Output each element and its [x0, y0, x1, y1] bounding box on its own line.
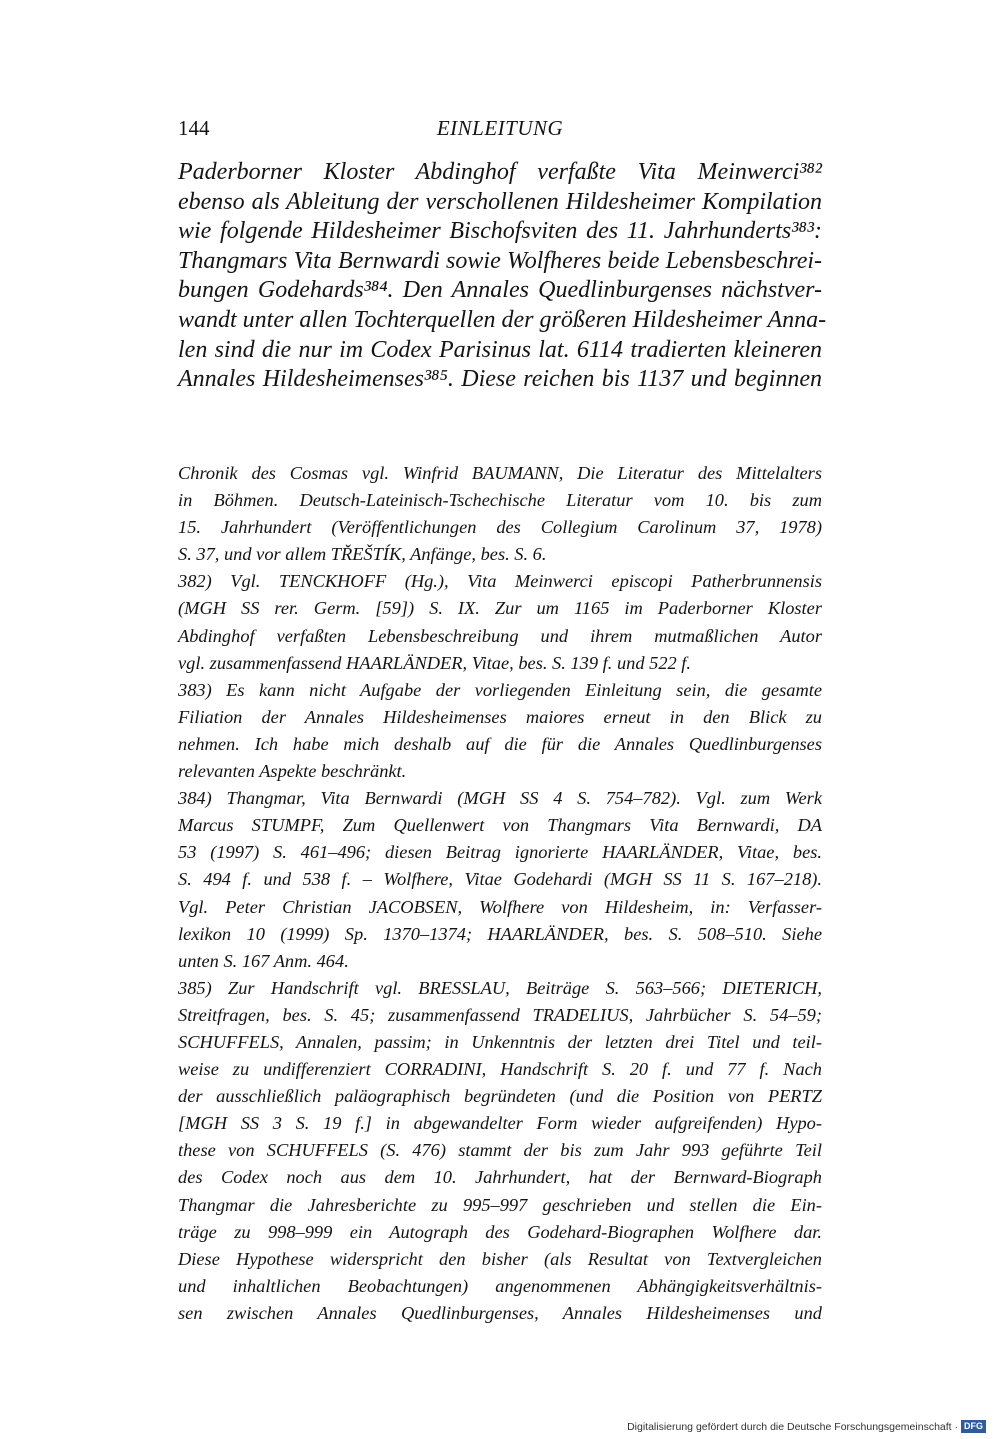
- footnote-line: träge zu 998–999 ein Autograph des Godehard-Biographen Wolfhere dar.: [178, 1221, 822, 1242]
- running-title: EINLEITUNG: [436, 116, 564, 140]
- footnote-line: in Böhmen. Deutsch-Lateinisch-Tschechische Literatur vom 10. bis zum: [178, 490, 822, 511]
- footnote-line: Diese Hypothese widerspricht den bisher (als Resultat von Textvergleichen: [178, 1248, 822, 1269]
- footnote-382-line: 382) Vgl. TENCKHOFF (Hg.), Vita Meinwerci episcopi Patherbrunnensis: [178, 571, 822, 592]
- footnote-line: nehmen. Ich habe mich deshalb auf die für die Annales Quedlinburgenses: [178, 733, 822, 754]
- footnotes-block: [178, 460, 822, 1327]
- footnote-line: SCHUFFELS, Annalen, passim; in Unkenntnis der letzten drei Titel und teil-: [178, 1031, 822, 1052]
- main-text-line: wie folgende Hildesheimer Bischofsviten des 11. Jahrhunderts³⁸³:: [178, 218, 822, 245]
- main-text-line: wandt unter allen Tochterquellen der größeren Hildesheimer Anna-: [178, 306, 827, 333]
- footnote-line: Vgl. Peter Christian JACOBSEN, Wolfhere von Hildesheim, in: Verfasser-: [178, 896, 822, 917]
- footnote-line: vgl. zusammenfassend HAARLÄNDER, Vitae, bes. S. 139 f. und 522 f.: [178, 652, 692, 673]
- footnote-line: lexikon 10 (1999) Sp. 1370–1374; HAARLÄNDER, bes. S. 508–510. Siehe: [178, 923, 822, 944]
- footnote-line: [MGH SS 3 S. 19 f.] in abgewandelter Form wieder aufgreifenden) Hypo-: [178, 1113, 822, 1134]
- main-text-line: ebenso als Ableitung der verschollenen Hildesheimer Kompilation: [178, 188, 822, 215]
- main-text-line: Thangmars Vita Bernwardi sowie Wolfheres beide Lebensbeschrei-: [178, 247, 822, 274]
- footnote-384-line: 384) Thangmar, Vita Bernwardi (MGH SS 4 S. 754–782). Vgl. zum Werk: [178, 788, 822, 809]
- digitization-credit: [627, 1420, 986, 1433]
- footnote-line: these von SCHUFFELS (S. 476) stammt der bis zum Jahr 993 geführte Teil: [178, 1140, 822, 1161]
- main-text-line: Paderborner Kloster Abdinghof verfaßte Vita Meinwerci³⁸²: [178, 159, 822, 185]
- dfg-logo: DFG: [961, 1420, 986, 1433]
- main-text-line: bungen Godehards³⁸⁴. Den Annales Quedlinburgenses nächstver-: [178, 277, 822, 304]
- footnote-line: S. 494 f. und 538 f. – Wolfhere, Vitae Godehardi (MGH SS 11 S. 167–218).: [178, 869, 822, 890]
- footnote-line: 53 (1997) S. 461–496; diesen Beitrag ignorierte HAARLÄNDER, Vitae, bes.: [178, 842, 822, 863]
- footnote-line: Marcus STUMPF, Zum Quellenwert von Thangmars Vita Bernwardi, DA: [178, 815, 822, 836]
- footnote-383-line: 383) Es kann nicht Aufgabe der vorliegenden Einleitung sein, die gesamte: [178, 679, 822, 700]
- main-text-line: len sind die nur im Codex Parisinus lat. 6114 tradierten kleineren: [178, 336, 822, 363]
- main-text-line: Annales Hildesheimenses³⁸⁵. Diese reichen bis 1137 und beginnen: [178, 366, 822, 393]
- footnote-line: sen zwischen Annales Quedlinburgenses, Annales Hildesheimenses und: [178, 1302, 822, 1323]
- footnote-line: weise zu undifferenziert CORRADINI, Handschrift S. 20 f. und 77 f. Nach: [178, 1059, 822, 1080]
- footnote-line: Thangmar die Jahresberichte zu 995–997 geschrieben und stellen die Ein-: [178, 1194, 822, 1215]
- footnote-line: und inhaltlichen Beobachtungen) angenommenen Abhängigkeitsverhältnis-: [178, 1275, 822, 1296]
- footnote-line: Abdinghof verfaßten Lebensbeschreibung und ihrem mutmaßlichen Autor: [178, 625, 822, 646]
- footnote-line: der ausschließlich paläographisch begründeten (und die Position von PERTZ: [178, 1086, 822, 1107]
- credit-text: Digitalisierung gefördert durch die Deutsche Forschungsgemeinschaft ·: [627, 1420, 958, 1433]
- footnote-385-line: 385) Zur Handschrift vgl. BRESSLAU, Beiträge S. 563–566; DIETERICH,: [178, 977, 822, 998]
- footnote-line: (MGH SS rer. Germ. [59]) S. IX. Zur um 1165 im Paderborner Kloster: [178, 598, 822, 619]
- footnote-line: des Codex noch aus dem 10. Jahrhundert, hat der Bernward-Biograph: [178, 1167, 822, 1188]
- footnote-line: relevanten Aspekte beschränkt.: [178, 761, 407, 782]
- footnote-line: Filiation der Annales Hildesheimenses maiores erneut in den Blick zu: [178, 706, 822, 727]
- page-header: [178, 116, 822, 146]
- page-number: 144: [178, 116, 210, 140]
- footnote-line: 15. Jahrhundert (Veröffentlichungen des Collegium Carolinum 37, 1978): [178, 517, 822, 538]
- footnote-line: Chronik des Cosmas vgl. Winfrid BAUMANN, Die Literatur des Mittelalters: [178, 463, 822, 483]
- footnote-line: unten S. 167 Anm. 464.: [178, 950, 349, 971]
- footnote-line: Streitfragen, bes. S. 45; zusammenfassend TRADELIUS, Jahrbücher S. 54–59;: [178, 1004, 822, 1025]
- footnote-line: S. 37, und vor allem TŘEŠTÍK, Anfänge, bes. S. 6.: [178, 544, 547, 565]
- main-text-block: [178, 158, 827, 395]
